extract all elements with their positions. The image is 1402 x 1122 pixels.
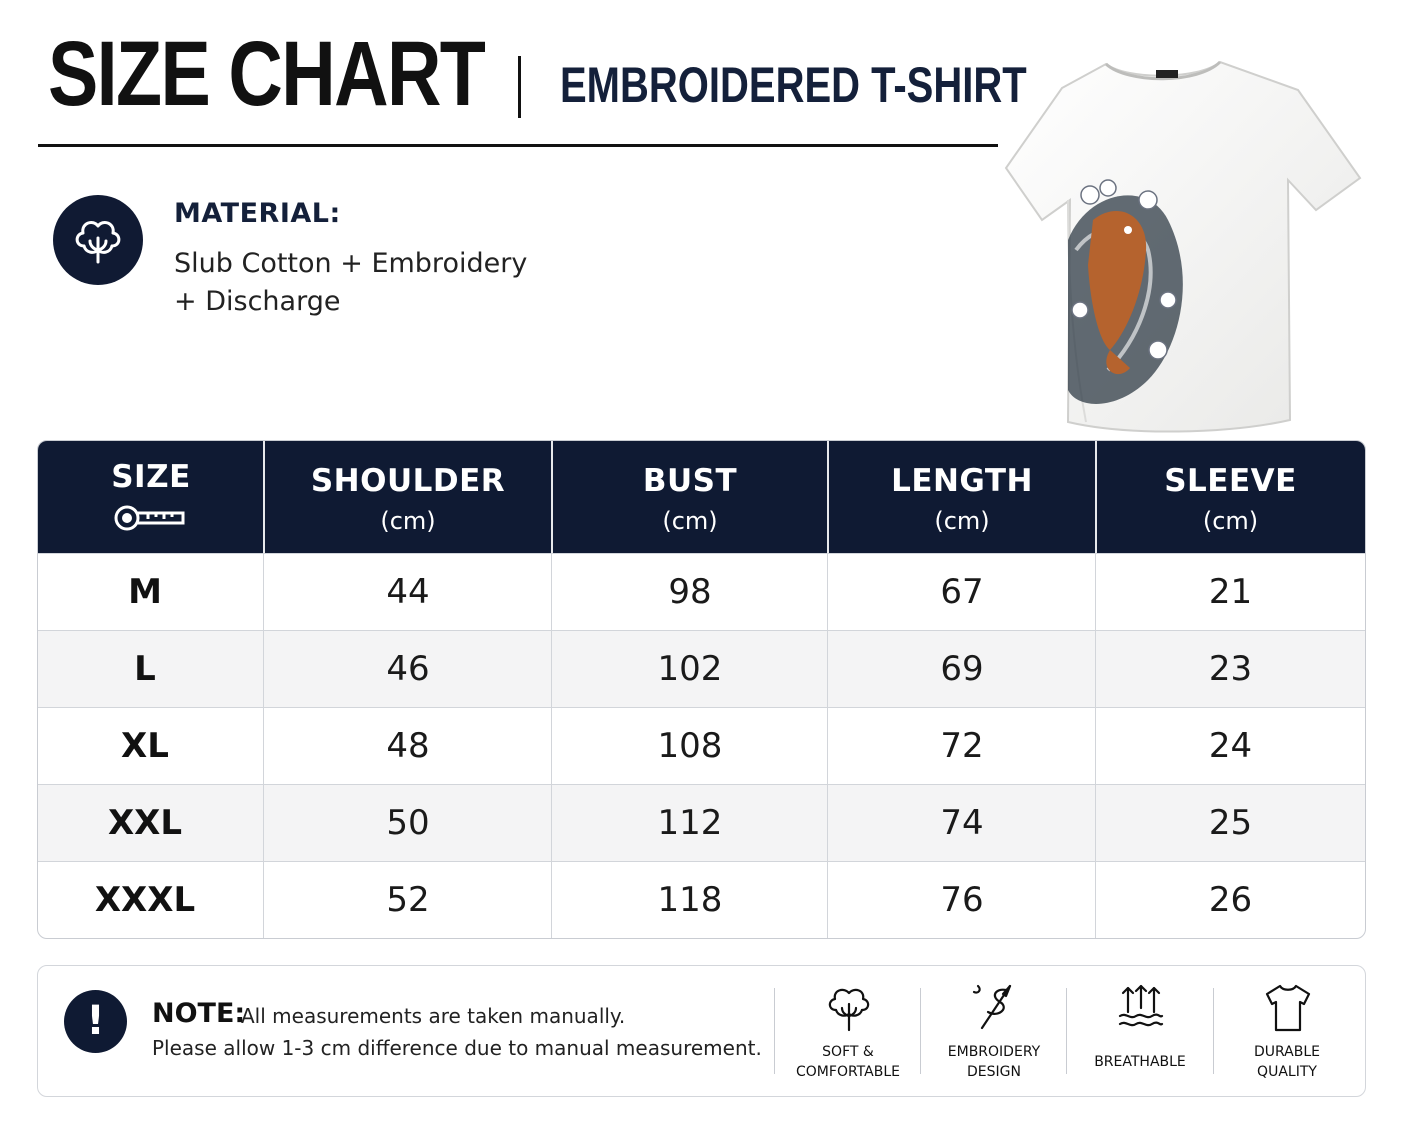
column-header-bust (552, 441, 828, 553)
column-divider (1095, 553, 1096, 938)
size-cell: M (128, 572, 162, 612)
column-unit: (cm) (380, 507, 436, 535)
sleeve-cell: 25 (1208, 803, 1253, 843)
column-header-length (828, 441, 1096, 553)
feature-embroidery-design (921, 978, 1067, 1090)
airflow-icon (1116, 982, 1166, 1034)
size-cell: L (134, 649, 156, 689)
shoulder-cell: 52 (386, 880, 430, 920)
column-divider (263, 553, 264, 938)
feature-label: DURABLE (1253, 1044, 1320, 1060)
shoulder-cell: 50 (386, 803, 430, 843)
shoulder-cell: 48 (386, 726, 430, 766)
length-cell: 69 (940, 649, 984, 689)
column-label: BUST (642, 463, 738, 499)
bust-cell: 118 (657, 880, 723, 920)
feature-label: EMBROIDERY (947, 1044, 1041, 1060)
size-cell: XXL (107, 803, 183, 843)
feature-durable-quality (1214, 978, 1360, 1090)
feature-breathable (1067, 978, 1213, 1090)
bust-cell: 98 (668, 572, 712, 612)
bust-cell: 108 (657, 726, 723, 766)
column-unit: (cm) (662, 507, 718, 535)
feature-soft-comfortable (775, 978, 921, 1090)
note-title: NOTE: (152, 998, 246, 1029)
note-line-2: Please allow 1-3 cm difference due to manual measurement. (152, 1036, 762, 1060)
ruler-key-icon (112, 503, 186, 533)
table-row (38, 630, 1365, 708)
table-row (38, 553, 1365, 631)
column-label: SIZE (111, 459, 191, 495)
material-line-1: Slub Cotton + Embroidery (174, 248, 528, 279)
table-row (38, 861, 1365, 939)
feature-label: COMFORTABLE (796, 1064, 900, 1080)
column-divider (827, 553, 828, 938)
column-label: SHOULDER (310, 463, 506, 499)
bust-cell: 102 (657, 649, 723, 689)
feature-label: SOFT & (822, 1044, 874, 1060)
shoulder-cell: 46 (386, 649, 430, 689)
header-rule (38, 144, 998, 147)
column-unit: (cm) (1202, 507, 1259, 535)
column-header-size (38, 441, 264, 553)
note-line-1: All measurements are taken manually. (241, 1004, 626, 1028)
size-cell: XXXL (94, 880, 196, 920)
table-row (38, 784, 1365, 862)
cotton-flower-icon (53, 195, 143, 285)
size-table (37, 440, 1366, 939)
material-label: MATERIAL: (174, 198, 341, 229)
page-title: SIZE CHART (48, 23, 485, 125)
product-subtitle: EMBROIDERED T-SHIRT (560, 57, 1027, 113)
title-divider (518, 56, 521, 118)
needle-thread-icon (970, 982, 1020, 1034)
sleeve-cell: 26 (1208, 880, 1253, 920)
sleeve-cell: 21 (1208, 572, 1253, 612)
column-unit: (cm) (934, 507, 990, 535)
length-cell: 72 (940, 726, 984, 766)
column-header-sleeve (1096, 441, 1365, 553)
note-panel (37, 965, 1366, 1097)
shoulder-cell: 44 (386, 572, 430, 612)
sleeve-cell: 24 (1208, 726, 1253, 766)
feature-label: QUALITY (1257, 1064, 1317, 1080)
material-line-2: + Discharge (174, 286, 341, 317)
bust-cell: 112 (657, 803, 723, 843)
feature-label: BREATHABLE (1094, 1054, 1186, 1070)
length-cell: 74 (940, 803, 984, 843)
length-cell: 76 (940, 880, 984, 920)
exclamation-icon: ! (64, 990, 127, 1053)
tshirt-icon (1263, 982, 1313, 1034)
table-row (38, 707, 1365, 785)
column-header-shoulder (264, 441, 552, 553)
table-header (38, 441, 1365, 553)
size-cell: XL (121, 726, 169, 766)
product-image (998, 50, 1370, 442)
column-label: SLEEVE (1164, 463, 1297, 499)
column-divider (551, 553, 552, 938)
column-label: LENGTH (891, 463, 1033, 499)
feature-label: DESIGN (967, 1064, 1021, 1080)
sleeve-cell: 23 (1208, 649, 1253, 689)
length-cell: 67 (940, 572, 984, 612)
cotton-icon (824, 982, 874, 1034)
